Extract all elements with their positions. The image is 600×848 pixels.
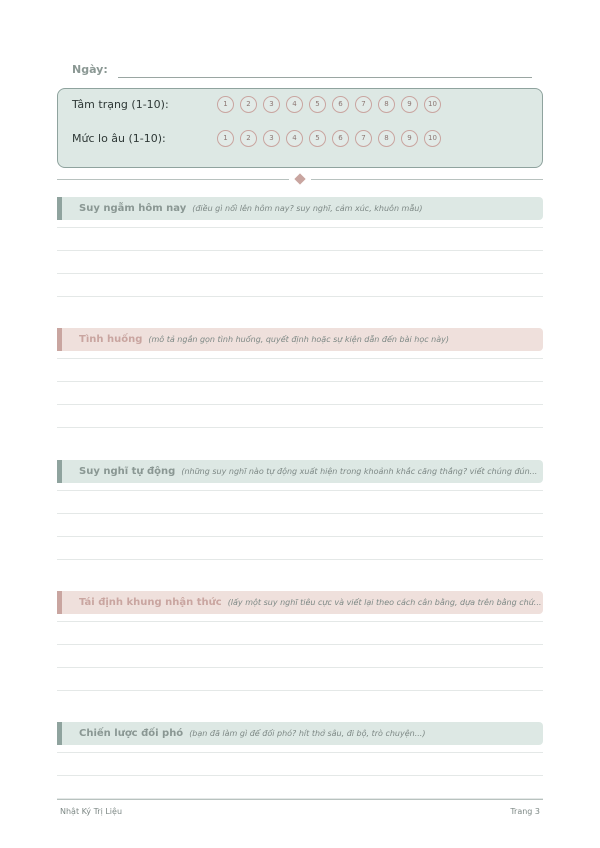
mood-scale-row	[72, 95, 532, 115]
section-hint: (lấy một suy nghĩ tiêu cực và viết lại theo cách cân bằng, dựa trên bằng chứ...	[227, 598, 542, 607]
anxiety-scale-label: Mức lo âu (1-10):	[72, 132, 166, 145]
rating-circle[interactable]: 1	[217, 96, 234, 113]
section-hint: (bạn đã làm gì để đối phó? hít thở sâu, đi bộ, trò chuyện...)	[189, 729, 426, 738]
rating-circle[interactable]: 9	[401, 130, 418, 147]
writing-line[interactable]	[57, 405, 543, 428]
writing-line[interactable]	[57, 668, 543, 691]
footer-title: Nhật Ký Trị Liệu	[60, 807, 123, 816]
rating-circle[interactable]: 4	[286, 130, 303, 147]
writing-line[interactable]	[57, 745, 543, 753]
writing-lines[interactable]	[57, 614, 543, 691]
section-title: Chiến lược đối phó	[79, 728, 184, 739]
rating-circle[interactable]: 5	[309, 96, 326, 113]
section-hint: (điều gì nổi lên hôm nay? suy nghĩ, cảm xúc, khuôn mẫu)	[192, 204, 423, 213]
writing-line[interactable]	[57, 251, 543, 274]
section-header	[57, 460, 543, 483]
section-reflection	[57, 197, 543, 297]
section-title: Tình huống	[79, 334, 143, 345]
rating-circle[interactable]: 2	[240, 130, 257, 147]
divider-line	[57, 179, 289, 180]
writing-line[interactable]	[57, 483, 543, 491]
writing-line[interactable]	[57, 622, 543, 645]
section-header	[57, 197, 543, 220]
writing-line[interactable]	[57, 614, 543, 622]
section-header	[57, 328, 543, 351]
rating-circle[interactable]: 6	[332, 96, 349, 113]
rating-circle[interactable]: 10	[424, 96, 441, 113]
section-coping-strategies	[57, 722, 543, 799]
rating-circle[interactable]: 8	[378, 130, 395, 147]
section-title: Suy ngẫm hôm nay	[79, 203, 187, 214]
writing-line[interactable]	[57, 753, 543, 776]
writing-line[interactable]	[57, 537, 543, 560]
writing-line[interactable]	[57, 351, 543, 359]
writing-lines[interactable]	[57, 220, 543, 297]
anxiety-scale-row	[72, 129, 532, 149]
rating-circle[interactable]: 3	[263, 130, 280, 147]
section-cognitive-reframing	[57, 591, 543, 691]
section-title: Tái định khung nhận thức	[79, 597, 222, 608]
rating-circle[interactable]: 3	[263, 96, 280, 113]
section-title: Suy nghĩ tự động	[79, 466, 176, 477]
date-input-line[interactable]	[118, 77, 532, 78]
rating-circle[interactable]: 9	[401, 96, 418, 113]
writing-line[interactable]	[57, 228, 543, 251]
rating-circle[interactable]: 4	[286, 96, 303, 113]
section-situation	[57, 328, 543, 428]
section-hint: (mô tả ngắn gọn tình huống, quyết định hoặc sự kiện dẫn đến bài học này)	[148, 335, 449, 344]
rating-circle[interactable]: 1	[217, 130, 234, 147]
rating-circle[interactable]: 2	[240, 96, 257, 113]
section-header	[57, 722, 543, 745]
rating-circle[interactable]: 10	[424, 130, 441, 147]
writing-line[interactable]	[57, 514, 543, 537]
writing-lines[interactable]	[57, 351, 543, 428]
writing-line[interactable]	[57, 645, 543, 668]
rating-circle[interactable]: 8	[378, 96, 395, 113]
rating-circle[interactable]: 6	[332, 130, 349, 147]
writing-line[interactable]	[57, 220, 543, 228]
date-row	[72, 62, 532, 80]
writing-line[interactable]	[57, 491, 543, 514]
diamond-icon	[294, 173, 305, 184]
rating-circle[interactable]: 7	[355, 96, 372, 113]
rating-circle[interactable]: 7	[355, 130, 372, 147]
writing-line[interactable]	[57, 274, 543, 297]
writing-line[interactable]	[57, 359, 543, 382]
divider-line	[311, 179, 543, 180]
writing-lines[interactable]	[57, 745, 543, 799]
mood-rating-box	[57, 88, 543, 168]
writing-line[interactable]	[57, 776, 543, 799]
footer-rule	[57, 799, 543, 800]
rating-circle[interactable]: 5	[309, 130, 326, 147]
mood-scale-options	[217, 96, 447, 113]
writing-lines[interactable]	[57, 483, 543, 560]
section-header	[57, 591, 543, 614]
mood-scale-label: Tâm trạng (1-10):	[72, 98, 169, 111]
section-hint: (những suy nghĩ nào tự động xuất hiện trong khoảnh khắc căng thẳng? viết chúng đún...	[181, 467, 538, 476]
writing-line[interactable]	[57, 382, 543, 405]
anxiety-scale-options	[217, 130, 447, 147]
date-label: Ngày:	[72, 63, 108, 76]
page-number: Trang 3	[510, 807, 540, 816]
ornamental-divider	[57, 179, 543, 181]
section-automatic-thoughts	[57, 460, 543, 560]
